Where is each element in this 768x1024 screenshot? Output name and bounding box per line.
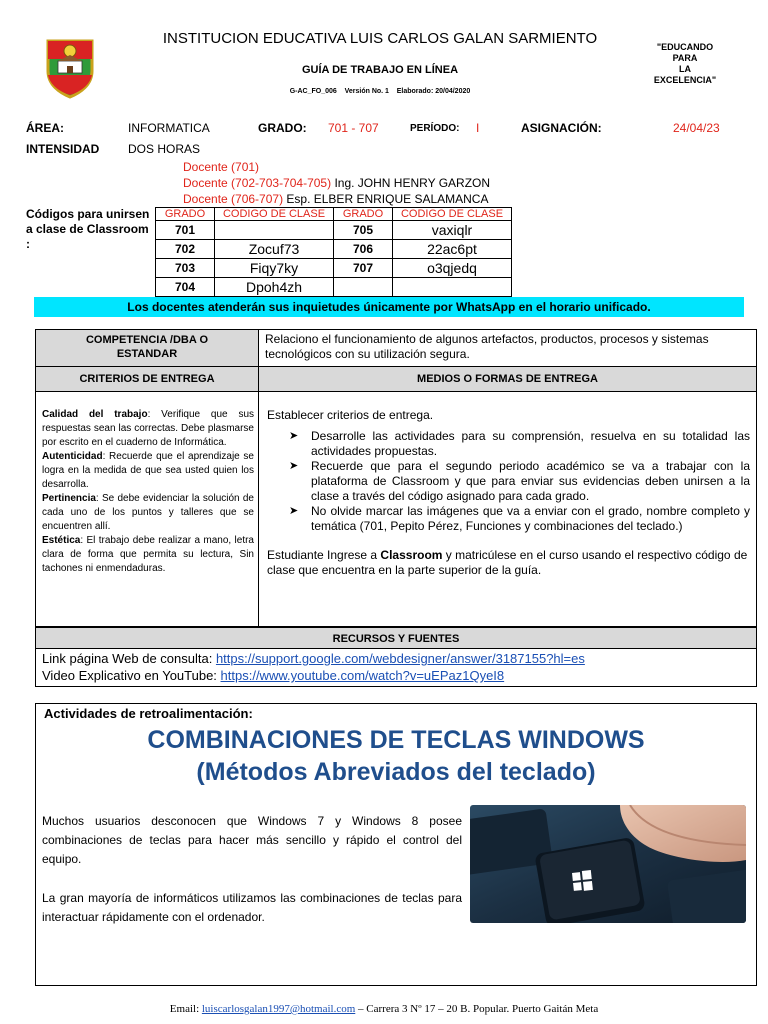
- competencia-text: Relaciono el funcionamiento de algunos artefactos, productos, procesos y sistemas tecnológicos con su utilización segura.: [259, 330, 756, 367]
- grade-cell: 701: [156, 221, 215, 240]
- table-header: CODIGO DE CLASE: [393, 208, 512, 221]
- intensidad-label: INTENSIDAD: [26, 142, 100, 156]
- intensidad-value: DOS HORAS: [128, 142, 201, 156]
- asignacion-label: ASIGNACIÓN:: [521, 121, 602, 135]
- list-item: [267, 429, 750, 459]
- code-cell: vaxiqlr: [393, 221, 512, 240]
- table-row: [156, 278, 512, 297]
- medios-closing: [267, 548, 750, 578]
- windows-key-keyboard-image: [470, 805, 746, 923]
- grade-cell: 703: [156, 259, 215, 278]
- grado-label: GRADO:: [258, 121, 307, 135]
- video-link-label: Video Explicativo en YouTube:: [42, 668, 221, 683]
- table-row: [156, 240, 512, 259]
- classroom-codes-label: Códigos para unirsen a clase de Classroom :: [26, 207, 150, 251]
- delivery-criteria-table: [35, 329, 757, 627]
- docente-name: Ing. JOHN HENRY GARZON: [334, 176, 491, 190]
- code-cell: 22ac6pt: [393, 240, 512, 259]
- criterio-text: : El trabajo debe realizar a mano, letra clara de forma que permita su lectura, Sin tachones ni enmendaduras.: [42, 535, 254, 574]
- school-motto: [640, 42, 730, 86]
- recursos-header: RECURSOS Y FUENTES: [36, 627, 756, 649]
- arrow-bullet-icon: ➤: [289, 460, 299, 472]
- classroom-word: Classroom: [380, 548, 443, 562]
- grade-cell: 704: [156, 278, 215, 297]
- criterio-estetica: [42, 534, 254, 576]
- video-link-line: [36, 667, 756, 684]
- grade-cell: 702: [156, 240, 215, 259]
- area-label: ÁREA:: [26, 121, 64, 135]
- table-header: GRADO: [334, 208, 393, 221]
- periodo-label: PERÍODO:: [410, 123, 460, 134]
- school-shield-logo: [44, 37, 96, 99]
- bullet-text: Desarrolle las actividades para su comprensión, resuelva en su totalidad las actividades propuestas.: [311, 429, 750, 458]
- criterio-term: Calidad del trabajo: [42, 409, 148, 420]
- docente-label: Docente (706-707): [183, 192, 284, 206]
- code-cell: Dpoh4zh: [215, 278, 334, 297]
- criterio-autenticidad: [42, 450, 254, 492]
- code-cell: Zocuf73: [215, 240, 334, 259]
- footer-email-label: Email:: [169, 1003, 202, 1015]
- docente-label: Docente (702-703-704-705): [183, 176, 332, 190]
- docente-706-707: [183, 192, 488, 206]
- table-header-row: [156, 208, 512, 221]
- criterio-term: Pertinencia: [42, 493, 96, 504]
- document-meta: [200, 88, 560, 95]
- closing-text: Estudiante Ingrese a: [267, 548, 381, 562]
- grado-value: 701 - 707: [328, 121, 379, 135]
- video-link[interactable]: https://www.youtube.com/watch?v=uEPaz1QyeI8: [220, 668, 505, 683]
- docente-name: Esp. ELBER ENRIQUE SALAMANCA: [286, 192, 489, 206]
- code-cell: o3qjedq: [393, 259, 512, 278]
- arrow-bullet-icon: ➤: [289, 505, 299, 517]
- table-row: [156, 259, 512, 278]
- criterios-header: CRITERIOS DE ENTREGA: [36, 367, 259, 392]
- closing-text: y matricúlese en el curso usando el respectivo código de clase que encuentra en la parte superior de la guía.: [267, 548, 748, 577]
- activities-subtitle: (Métodos Abreviados del teclado): [196, 758, 596, 786]
- document-version: Versión No. 1: [344, 88, 389, 95]
- grade-cell: 707: [334, 259, 393, 278]
- grade-cell: 705: [334, 221, 393, 240]
- whatsapp-notice: Los docentes atenderán sus inquietudes únicamente por WhatsApp en el horario unificado.: [34, 297, 744, 317]
- motto-line: EXCELENCIA": [653, 75, 717, 85]
- footer: [0, 1003, 768, 1015]
- docente-701: Docente (701): [183, 160, 260, 174]
- list-item: [267, 504, 750, 534]
- web-link[interactable]: https://support.google.com/webdesigner/answer/3187155?hl=es: [215, 651, 585, 666]
- activities-title: COMBINACIONES DE TECLAS WINDOWS: [147, 726, 645, 754]
- resources-section: [35, 627, 757, 687]
- motto-line: LA: [679, 64, 691, 74]
- competencia-label: COMPETENCIA /DBA O ESTANDAR: [36, 330, 259, 367]
- classroom-codes-table: [155, 207, 512, 297]
- code-cell: Fiqy7ky: [215, 259, 334, 278]
- criterio-text: : Verifique que sus respuestas sean las correctas. Debe plasmarse por escrito en el cuaderno de Informática.: [42, 409, 255, 448]
- grade-cell: 706: [334, 240, 393, 259]
- web-link-line: [36, 649, 756, 667]
- criterio-calidad: [42, 408, 254, 450]
- bullet-text: No olvide marcar las imágenes que va a enviar con el grado, nombre completo y temática (701, Pepito Pérez, Funciones y combinaciones del teclado.): [311, 504, 750, 533]
- grade-cell: [334, 278, 393, 297]
- criterio-pertinencia: [42, 492, 254, 534]
- criterio-text: : Recuerde que el aprendizaje se logra en la medida de que sea usted quien los desarrolla.: [42, 451, 254, 490]
- footer-email-link[interactable]: luiscarlosgalan1997@hotmail.com: [201, 1003, 356, 1015]
- code-cell: [393, 278, 512, 297]
- medios-content: [259, 392, 756, 628]
- medios-intro: Establecer criterios de entrega.: [267, 408, 434, 422]
- criterio-text: : Se debe evidenciar la solución de cada uno de los puntos y talleres que se encuentren allí.: [42, 493, 254, 532]
- arrow-bullet-icon: ➤: [289, 430, 299, 442]
- motto-line: PARA: [672, 53, 698, 63]
- institution-name: INSTITUCION EDUCATIVA LUIS CARLOS GALAN SARMIENTO: [162, 30, 598, 47]
- medios-header: MEDIOS O FORMAS DE ENTREGA: [259, 367, 756, 392]
- motto-line: "EDUCANDO: [656, 42, 714, 52]
- web-link-label: Link página Web de consulta:: [42, 651, 216, 666]
- periodo-value: I: [476, 121, 480, 135]
- footer-address: – Carrera 3 Nº 17 – 20 B. Popular. Puerto Gaitán Meta: [355, 1003, 599, 1015]
- activities-paragraph: Muchos usuarios desconocen que Windows 7 y Windows 8 posee combinaciones de teclas para hacer más sencillo y rápido el control del equipo.: [42, 814, 462, 866]
- table-row: [156, 221, 512, 240]
- table-header: CODIGO DE CLASE: [215, 208, 334, 221]
- guide-title: GUÍA DE TRABAJO EN LÍNEA: [301, 64, 459, 76]
- criterio-term: Autenticidad: [42, 451, 103, 462]
- criterios-content: [36, 392, 259, 628]
- table-header: GRADO: [156, 208, 215, 221]
- medios-bullet-list: [267, 429, 750, 534]
- docente-702-705: [183, 176, 490, 190]
- document-code: G-AC_FO_006: [289, 88, 337, 95]
- criterio-term: Estética: [42, 535, 81, 546]
- asignacion-value: 24/04/23: [673, 121, 720, 135]
- document-date: Elaborado: 20/04/2020: [396, 88, 471, 95]
- activities-label: Actividades de retroalimentación:: [44, 706, 253, 721]
- list-item: [267, 459, 750, 504]
- area-value: INFORMATICA: [128, 121, 210, 135]
- activities-paragraph: La gran mayoría de informáticos utilizamos las combinaciones de teclas para interactuar rápidamente con el ordenador.: [42, 891, 462, 924]
- code-cell: [215, 221, 334, 240]
- bullet-text: Recuerde que para el segundo periodo académico se va a trabajar con la plataforma de Classroom y que para enviar sus evidencias deben unirsen a la clase a través del código asignado para cada grado.: [311, 459, 750, 503]
